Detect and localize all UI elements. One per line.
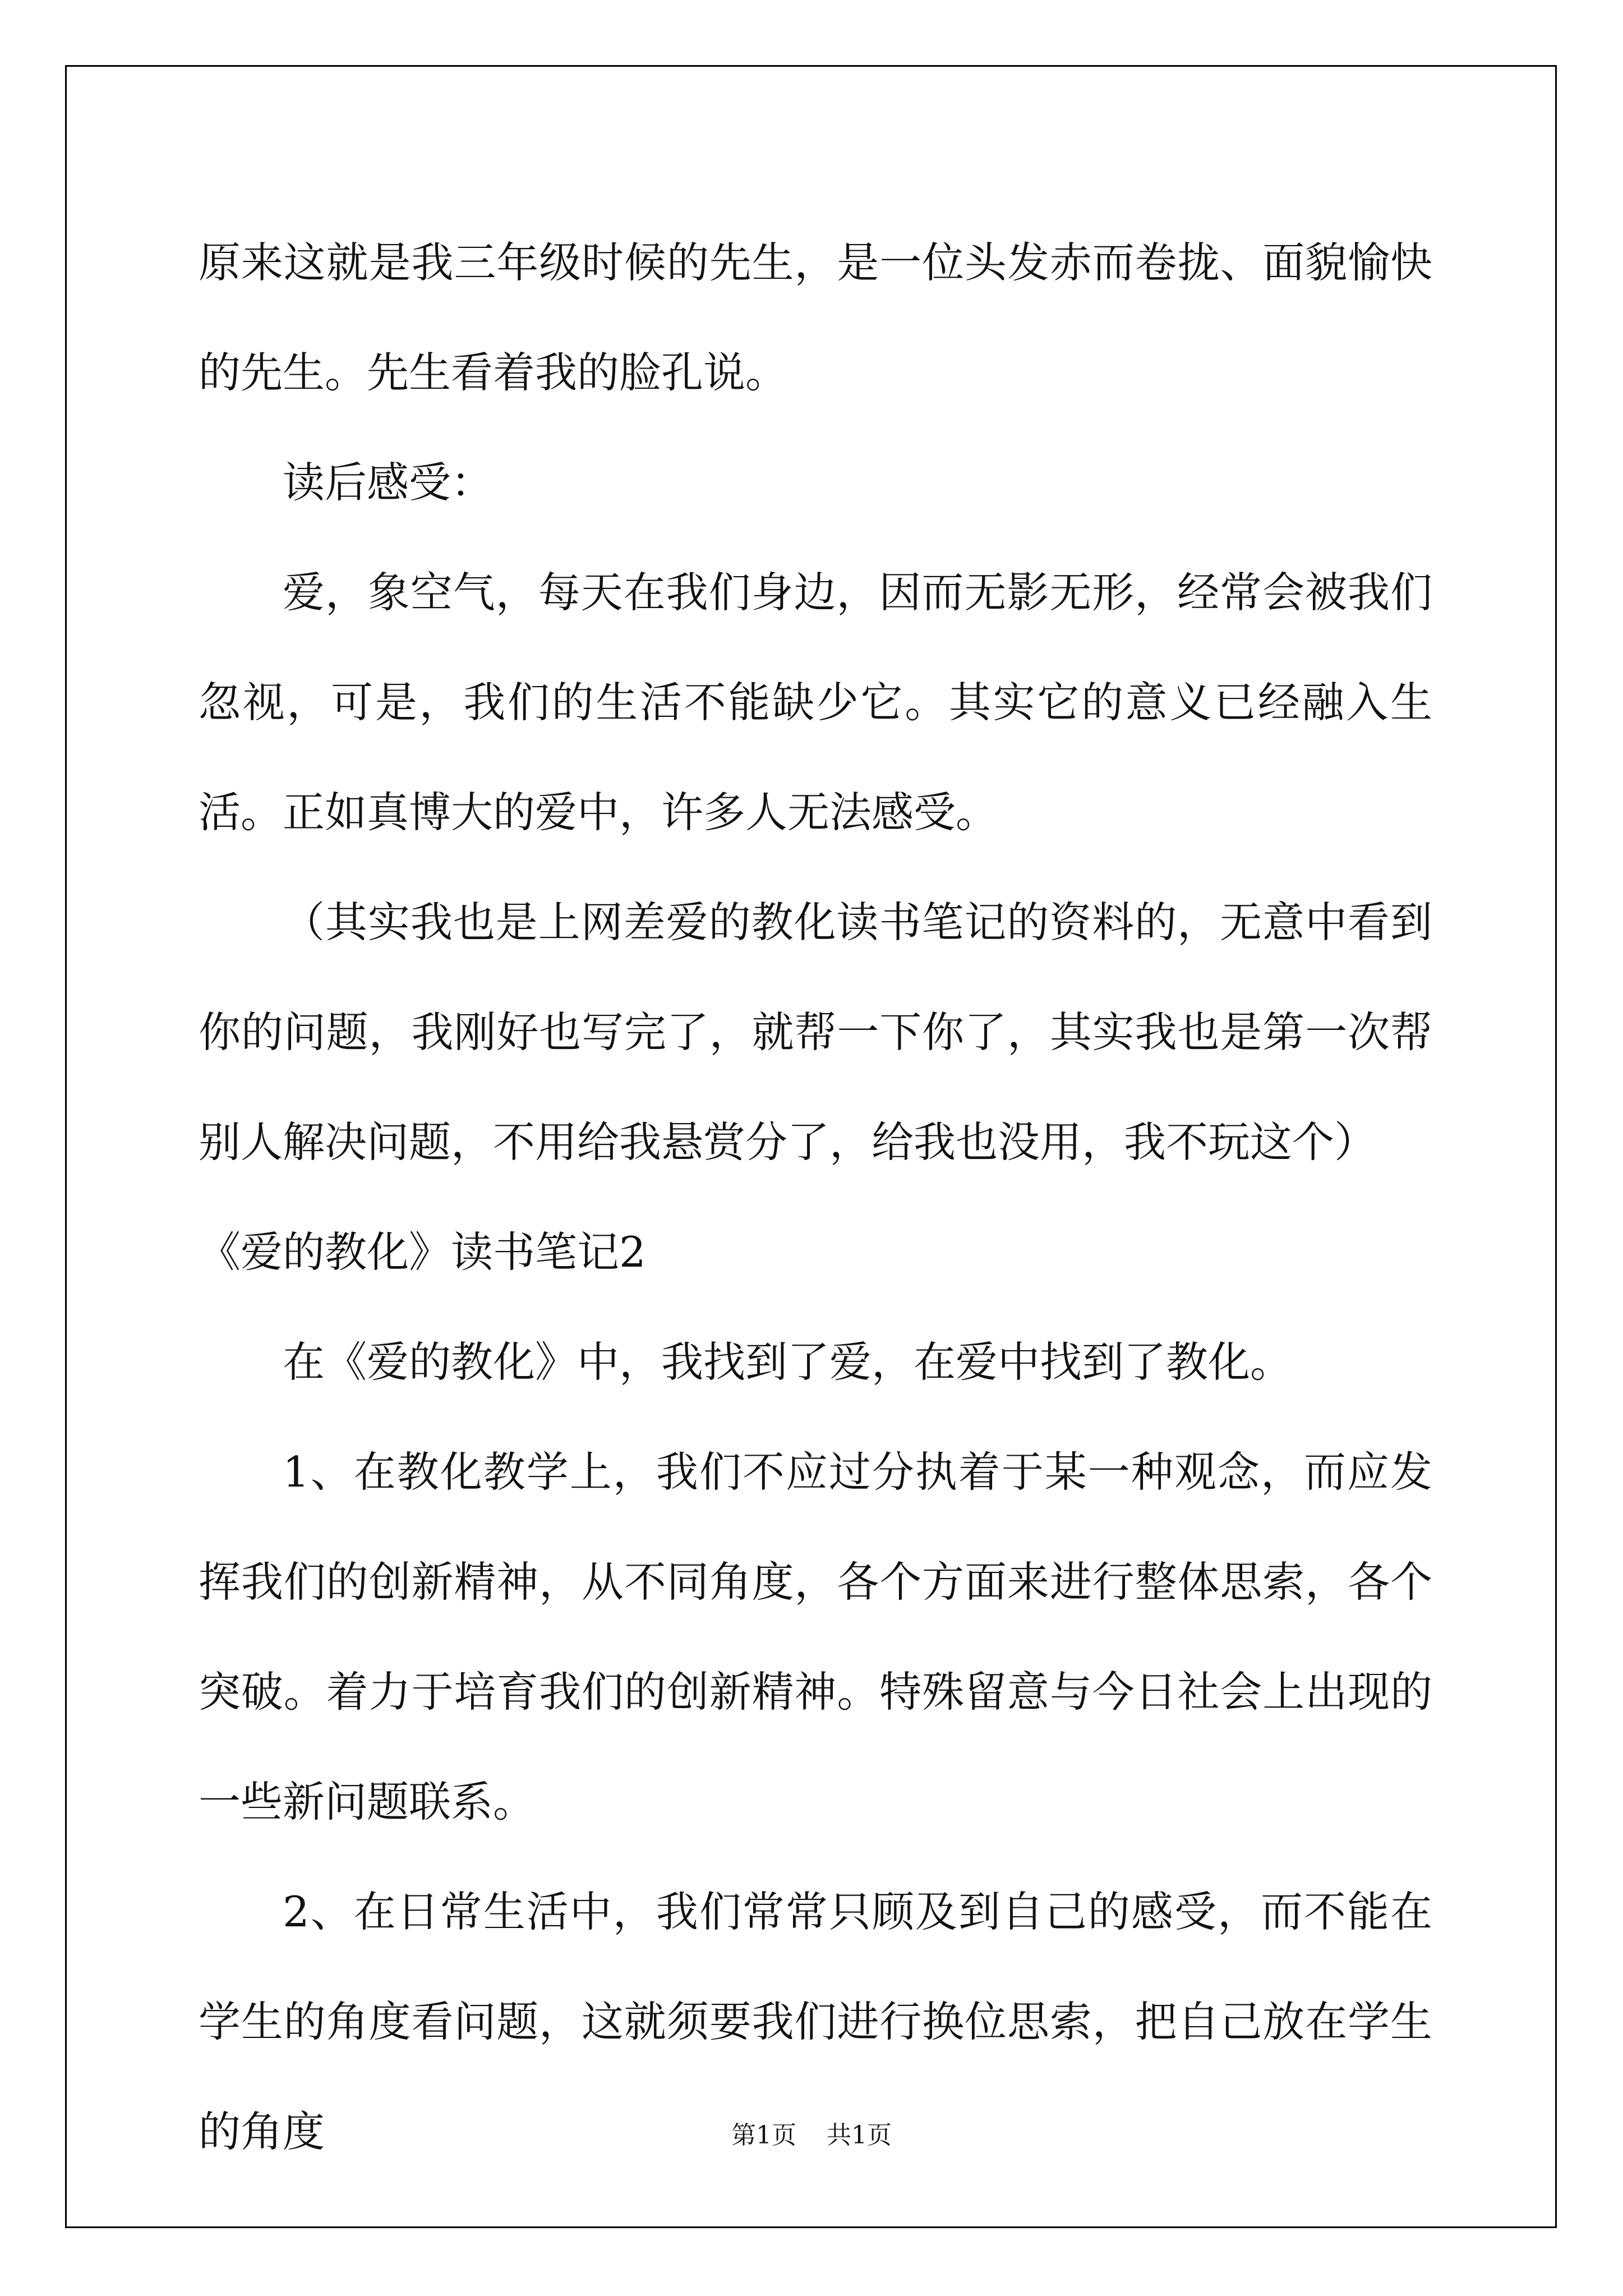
page-footer: [0, 2115, 1623, 2151]
document-body: [199, 208, 1432, 2187]
section-heading: 《爱的教化》读书笔记2: [199, 1227, 646, 1277]
page-number: 第1页: [731, 2121, 796, 2150]
paragraph-1: 原来这就是我三年级时候的先生，是一位头发赤而卷拢、面貌愉快的先生。先生看着我的脸孔说。: [199, 238, 1432, 397]
paragraph-4: （其实我也是上网差爱的教化读书笔记的资料的，无意中看到你的问题，我刚好也写完了，就帮一下你了，其实我也是第一次帮别人解决问题，不用给我悬赏分了，给我也没用，我不玩这个）: [199, 898, 1432, 1167]
paragraph-3: 爱，象空气，每天在我们身边，因而无影无形，经常会被我们忽视，可是，我们的生活不能缺少它。其实它的意义已经融入生活。正如真博大的爱中，许多人无法感受。: [199, 568, 1432, 837]
paragraph-7: 2、在日常生活中，我们常常只顾及到自己的感受，而不能在学生的角度看问题，这就须要我们进行换位思索，把自己放在学生的角度: [199, 1887, 1432, 2156]
paragraph-5: 在《爱的教化》中，我找到了爱，在爱中找到了教化。: [283, 1337, 1293, 1387]
paragraph-6: 1、在教化教学上，我们不应过分执着于某一种观念，而应发挥我们的创新精神，从不同角度，各个方面来进行整体思索，各个突破。着力于培育我们的创新精神。特殊留意与今日社会上出现的一些新问题联系。: [199, 1447, 1432, 1826]
page-total: 共1页: [827, 2121, 892, 2150]
paragraph-2: 读后感受：: [283, 458, 494, 507]
